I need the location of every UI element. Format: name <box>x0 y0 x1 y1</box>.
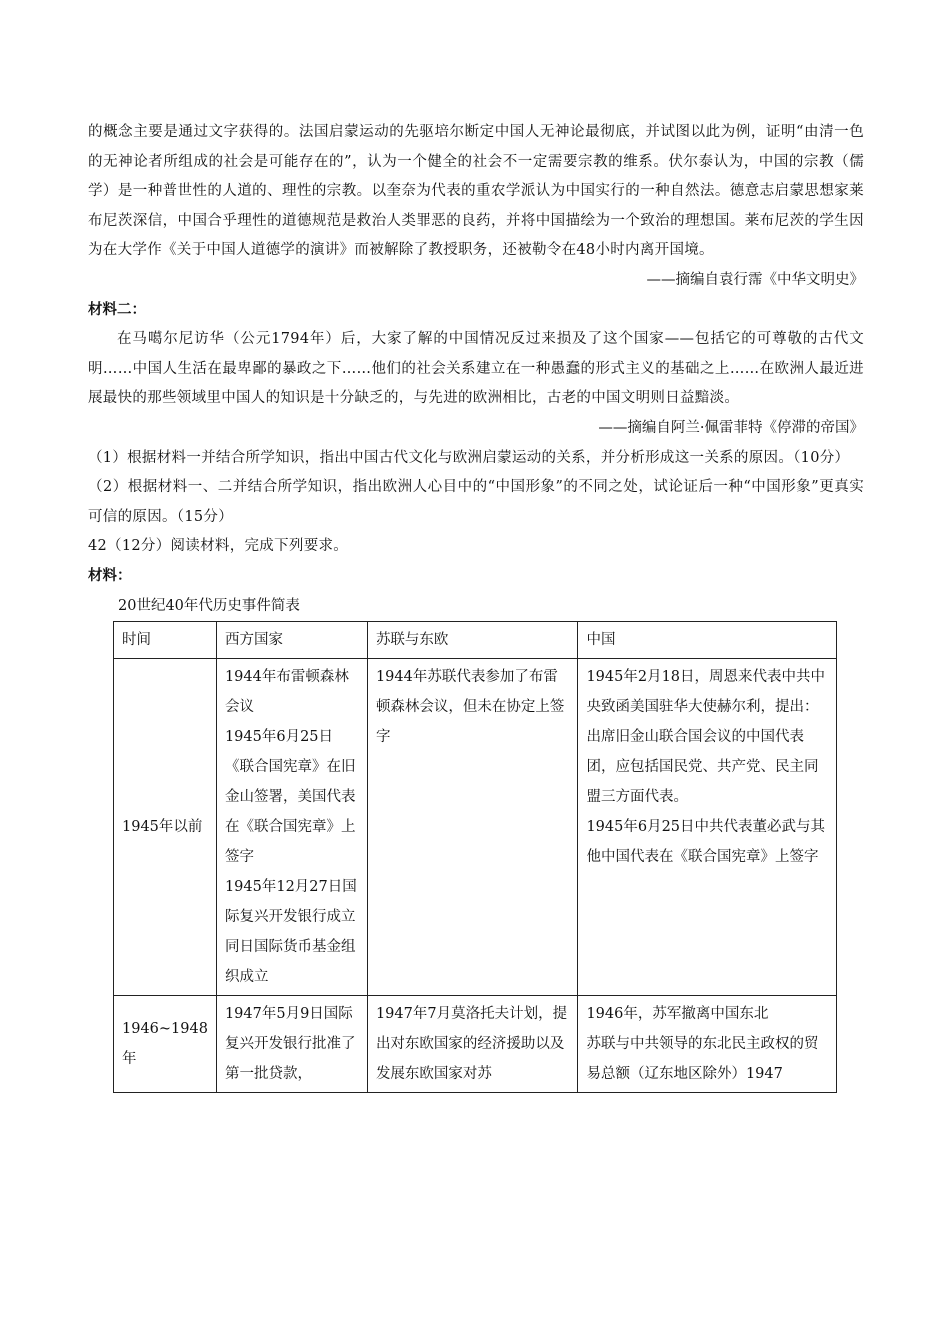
question-42-title: 42（12分）阅读材料，完成下列要求。 <box>88 538 349 555</box>
table-caption: 20世纪40年代历史事件简表 <box>118 597 300 614</box>
row1-west-line: 1945年6月25日《联合国宪章》在旧金山签署，美国代表在《联合国宪章》上签字 <box>224 729 356 866</box>
material-two-text: 在马噶尔尼访华（公元1794年）后，大家了解的中国情况反过来损及了这个国家——包括它的可尊敬的古代文明……中国人生活在最卑鄙的暴政之下……他们的社会关系建立在一种愚蠢的形式主义的基础之上……在欧洲人最近进展最快的那些领域里中国人的知识是十分缺乏的，与先进的欧洲相比，古老的中国文明则日益黯淡。 <box>88 331 864 407</box>
history-events-table <box>113 621 837 1093</box>
material-two-source: ——摘编自阿兰·佩雷菲特《停滞的帝国》 <box>598 419 864 436</box>
row1-china <box>578 659 837 996</box>
question-1: （1）根据材料一并结合所学知识，指出中国古代文化与欧洲启蒙运动的关系，并分析形成这一关系的原因。（10分） <box>88 449 850 466</box>
material-one-source: ——摘编自袁行霈《中华文明史》 <box>646 271 864 288</box>
row1-time: 1945年以前 <box>114 659 217 996</box>
material-one-text: 的概念主要是通过文字获得的。法国启蒙运动的先驱培尔断定中国人无神论最彻底，并试图以此为例，证明“由清一色的无神论者所组成的社会是可能存在的”，认为一个健全的社会不一定需要宗教的维系。伏尔泰认为，中国的宗教（儒学）是一种普世性的人道的、理性的宗教。以奎奈为代表的重农学派认为中国实行的一种自然法。德意志启蒙思想家莱布尼茨深信，中国合乎理性的道德规范是救治人类罪恶的良药，并将中国描绘为一个致治的理想国。莱布尼茨的学生因为在大学作《关于中国人道德学的演讲》而被解除了教授职务，还被勒令在48小时内离开国境。 <box>88 124 864 259</box>
row2-west: 1947年5月9日国际复兴开发银行批准了第一批贷款， <box>216 996 367 1093</box>
row1-west-line: 1945年12月27日国际复兴开发银行成立 <box>224 879 357 926</box>
header-soviet: 苏联与东欧 <box>367 622 578 659</box>
row1-china-line: 1945年6月25日中共代表董必武与其他中国代表在《联合国宪章》上签字 <box>586 819 826 866</box>
row1-west <box>216 659 367 996</box>
row2-time: 1946~1948年 <box>114 996 217 1093</box>
table-row <box>114 996 837 1093</box>
row2-china <box>578 996 837 1093</box>
question-2: （2）根据材料一、二并结合所学知识，指出欧洲人心目中的“中国形象”的不同之处，试论证后一种“中国形象”更真实可信的原因。（15分） <box>88 479 864 525</box>
row1-soviet: 1944年苏联代表参加了布雷顿森林会议，但未在协定上签字 <box>367 659 578 996</box>
row2-soviet: 1947年7月莫洛托夫计划，提出对东欧国家的经济援助以及发展东欧国家对苏 <box>367 996 578 1093</box>
document-page <box>88 118 864 1093</box>
table-header-row <box>114 622 837 659</box>
row1-west-line: 1944年布雷顿森林会议 <box>224 669 349 716</box>
header-time: 时间 <box>114 622 217 659</box>
row2-china-line: 1946年，苏军撤离中国东北 <box>586 1006 769 1023</box>
row2-china-line: 苏联与中共领导的东北民主政权的贸易总额（辽东地区除外）1947 <box>586 1036 819 1083</box>
row1-china-line: 1945年2月18日，周恩来代表中共中央致函美国驻华大使赫尔利，提出：出席旧金山联合国会议的中国代表团，应包括国民党、共产党、民主同盟三方面代表。 <box>586 669 826 806</box>
table-row <box>114 659 837 996</box>
question-42-material-heading: 材料： <box>88 567 132 584</box>
header-west: 西方国家 <box>216 622 367 659</box>
material-two-heading: 材料二： <box>88 301 146 318</box>
header-china: 中国 <box>578 622 837 659</box>
row1-west-line: 同日国际货币基金组织成立 <box>224 939 356 986</box>
